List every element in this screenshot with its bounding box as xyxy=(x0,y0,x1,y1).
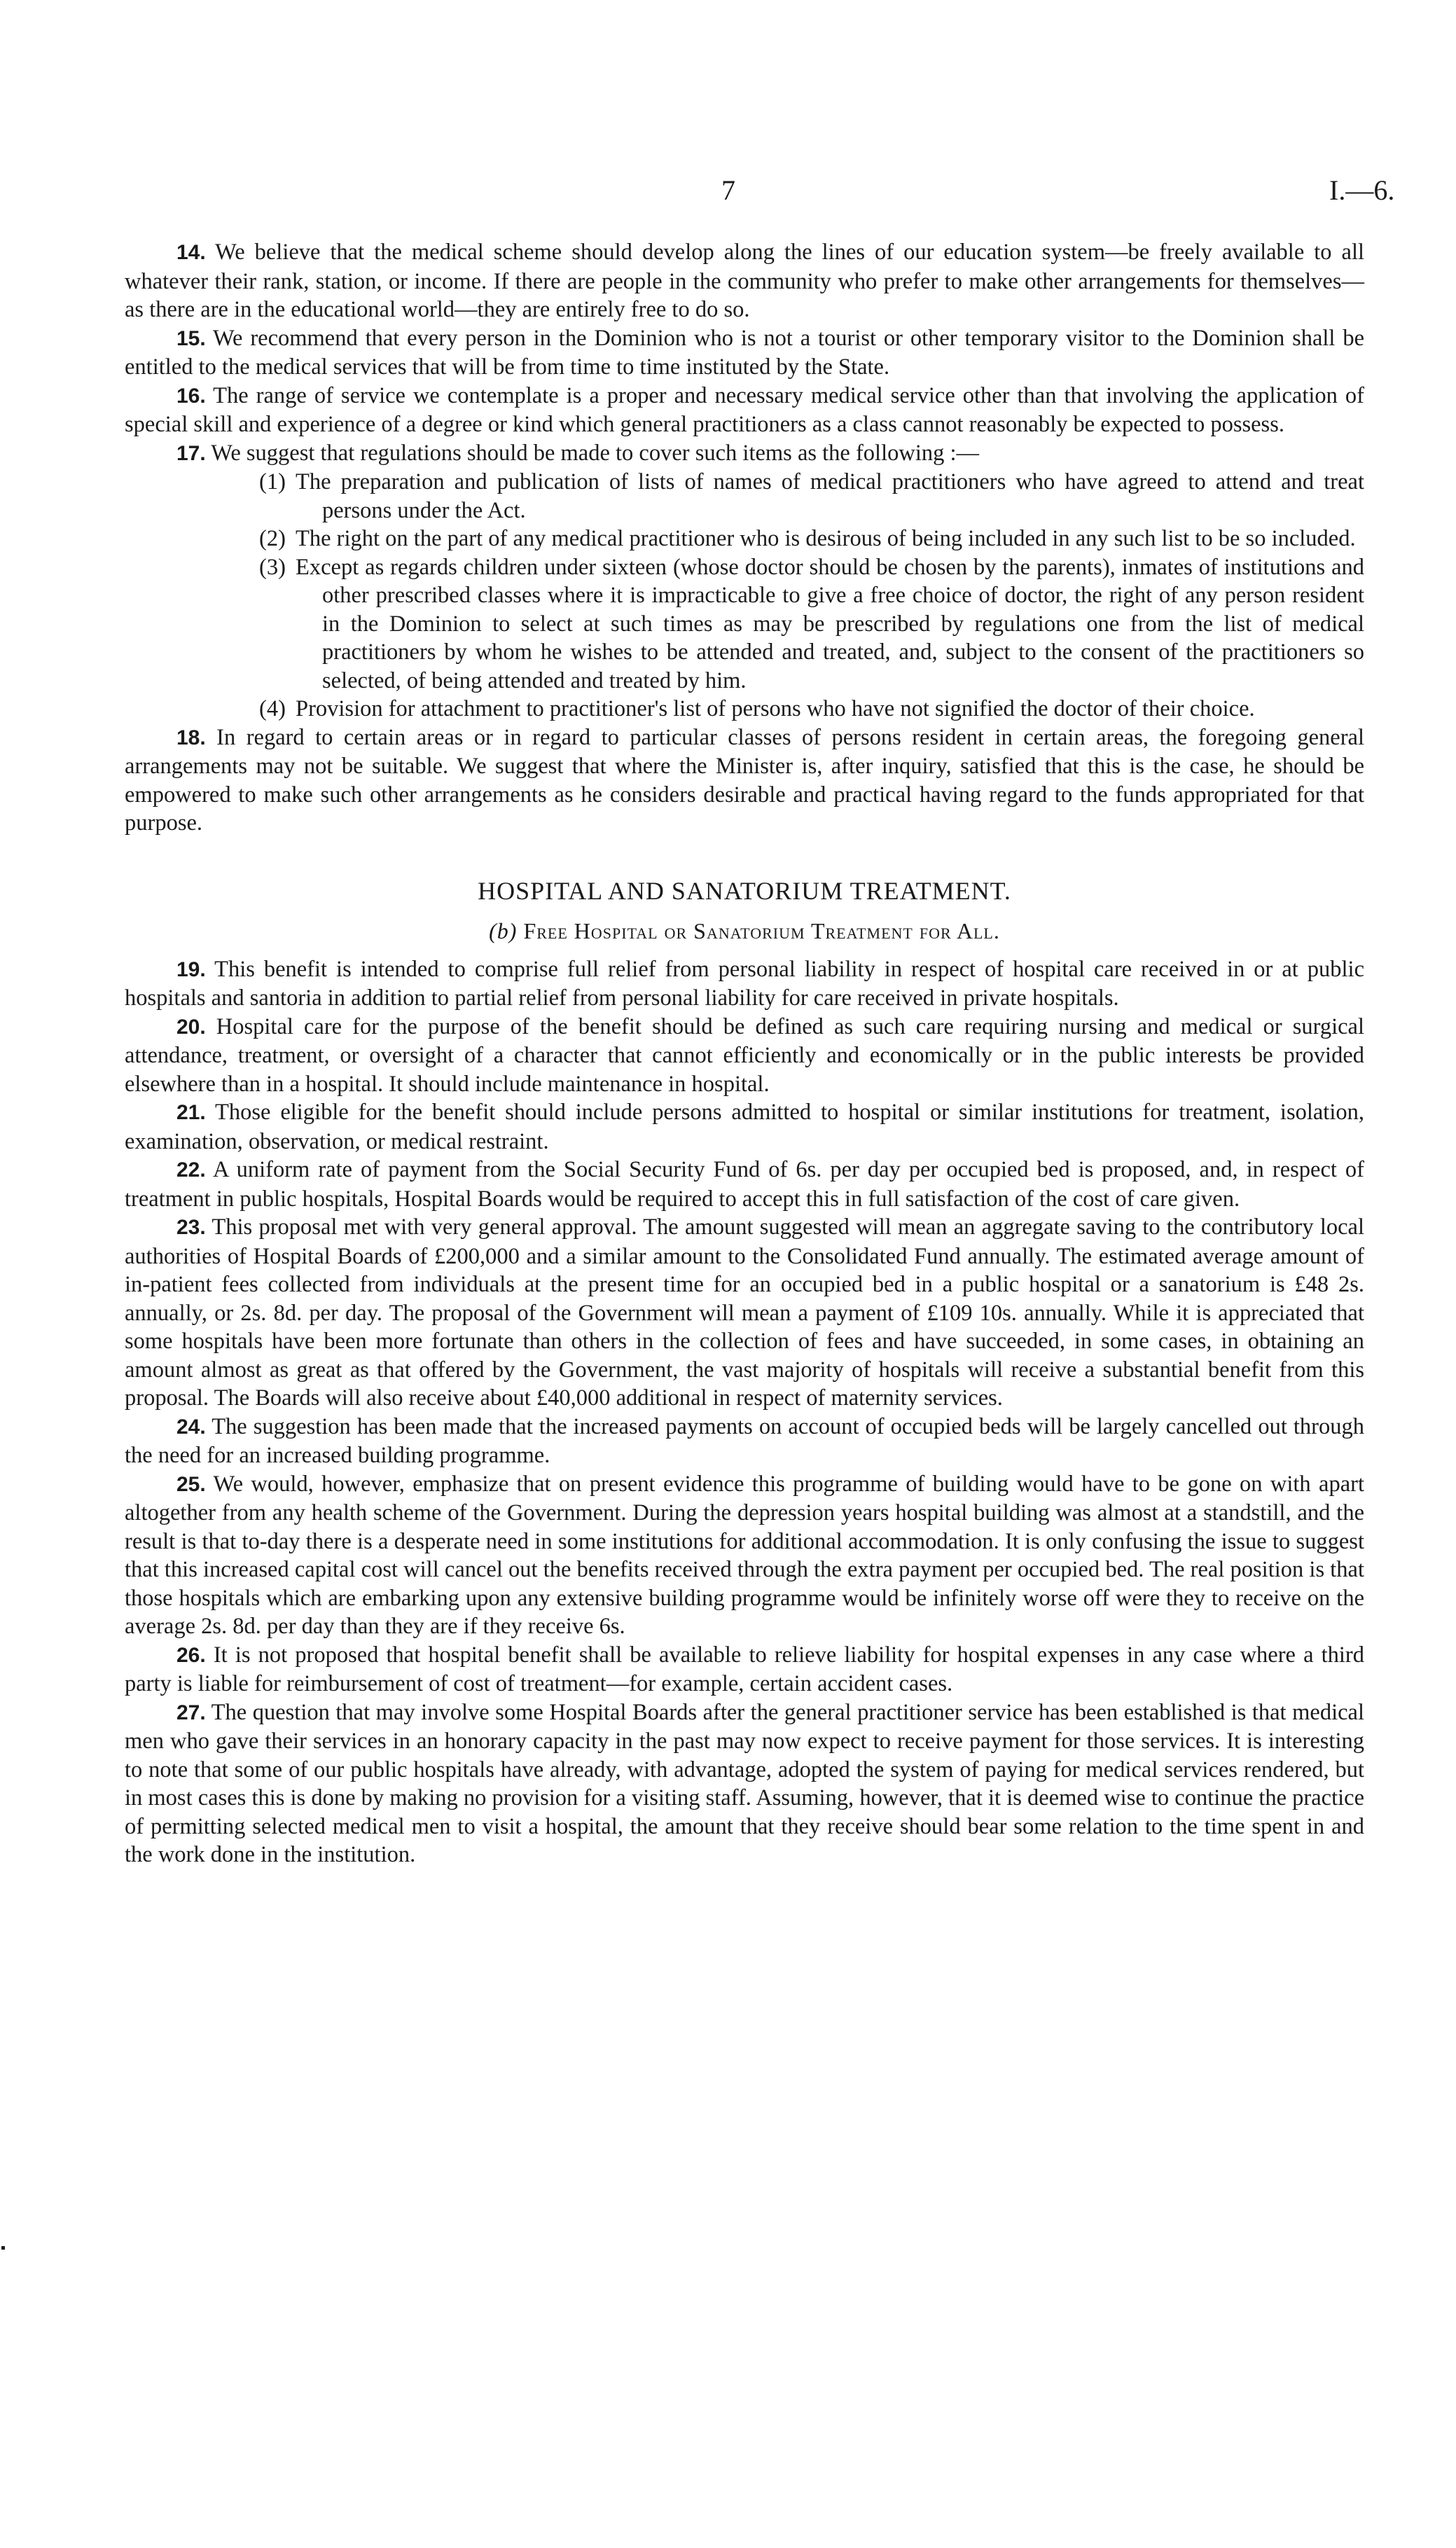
paragraph-number: 22. xyxy=(176,1158,206,1182)
paragraph-21 xyxy=(125,1098,1364,1156)
paragraph-16 xyxy=(125,382,1364,439)
paragraph-number: 23. xyxy=(176,1216,206,1239)
paragraph-number: 17. xyxy=(176,441,206,465)
list-item-text: Provision for attachment to practitioner's list of persons who have not signified the doctor of their choice. xyxy=(296,696,1255,721)
paragraph-22 xyxy=(125,1156,1364,1213)
document-reference: I.—6. xyxy=(1329,174,1395,206)
sub-heading-text: Free Hospital or Sanatorium Treatment for All. xyxy=(523,918,1000,943)
paragraph-number: 25. xyxy=(176,1472,206,1496)
paragraph-text: We would, however, emphasize that on present evidence this programme of building would have to be gone on with apart altogether from any health scheme of the Government. During the depression years hospital building was almost at a standstill, and the result is that to-day there is a desperate need in some institutions for additional accommodation. It is only confusing the issue to suggest that this increased capital cost will cancel out the benefits received through the extra payment per occupied bed. The real position is that those hospitals which are embarking upon any extensive building programme would be infinitely worse off were they to receive on the average 2s. 8d. per day than they are if they receive 6s. xyxy=(125,1471,1364,1639)
paragraph-number: 19. xyxy=(176,957,206,981)
list-item-marker: (3) xyxy=(259,554,286,580)
page-body xyxy=(125,238,1364,1869)
paragraph-18 xyxy=(125,723,1364,838)
paragraph-text: We recommend that every person in the Dominion who is not a tourist or other temporary visitor to the Dominion shall be entitled to the medical services that will be from time to time instituted by the State. xyxy=(125,325,1364,380)
page-number: 7 xyxy=(721,174,735,206)
paragraph-number: 18. xyxy=(176,726,206,749)
paragraph-20 xyxy=(125,1013,1364,1099)
paragraph-text: In regard to certain areas or in regard to particular classes of persons resident in certain areas, the foregoing general arrangements may not be suitable. We suggest that where the Minister is, after inquiry, satisfied that this is the case, he should be empowered to make such other arrangements as he considers desirable and practical having regard to the funds appropriated for that purpose. xyxy=(125,724,1365,836)
paragraph-number: 15. xyxy=(176,326,206,350)
list-item xyxy=(125,553,1364,695)
paragraph-number: 14. xyxy=(176,241,206,264)
margin-mark xyxy=(1,2246,5,2250)
list-item xyxy=(125,525,1364,553)
paragraph-number: 27. xyxy=(176,1701,206,1724)
paragraph-19 xyxy=(125,955,1364,1013)
page-header xyxy=(0,174,1456,216)
sub-heading-label: (b) xyxy=(489,918,518,943)
list-item-marker: (2) xyxy=(259,526,286,551)
paragraph-text: It is not proposed that hospital benefit shall be available to relieve liability for hospital expenses in any case where a third party is liable for reimbursement of cost of treatment—for example, certain accident cases. xyxy=(125,1642,1365,1696)
paragraph-26 xyxy=(125,1641,1364,1698)
paragraph-text: The range of service we contemplate is a proper and necessary medical service other than that involving the application of special skill and experience of a degree or kind which general practitioners as a class cannot reasonably be expected to possess. xyxy=(125,382,1364,437)
list-item-marker: (4) xyxy=(259,696,286,721)
paragraph-number: 26. xyxy=(176,1643,206,1667)
paragraph-number: 24. xyxy=(176,1415,206,1439)
paragraph-15 xyxy=(125,324,1364,382)
paragraph-24 xyxy=(125,1413,1364,1470)
paragraph-number: 16. xyxy=(176,384,206,408)
list-item-text: Except as regards children under sixteen (whose doctor should be chosen by the parents), inmates of institutions and other prescribed classes where it is impracticable to give a free choice of doctor, the right of any person resident in the Dominion to select at such times as may be prescribed by regulations one from the list of medical practitioners by whom he wishes to be attended and treated, and, subject to the consent of the practitioners so selected, of being attended and treated by him. xyxy=(296,554,1364,693)
section-heading: HOSPITAL AND SANATORIUM TREATMENT. xyxy=(478,876,1011,905)
list-item xyxy=(125,468,1364,525)
sub-heading xyxy=(125,916,1364,946)
paragraph-text: The question that may involve some Hospital Boards after the general practitioner service has been established is that medical men who gave their services in an honorary capacity in the past may now expect to receive payment for those services. It is interesting to note that some of our public hospitals have already, with advantage, adopted the system of paying for medical services rendered, but in most cases this is done by making no provision for a visiting staff. Assuming, however, that it is deemed wise to continue the practice of permitting selected medical men to visit a hospital, the amount that they receive should bear some relation to the time spent in and the work done in the institution. xyxy=(125,1699,1364,1867)
paragraph-text: Those eligible for the benefit should include persons admitted to hospital or similar institutions for treatment, isolation, examination, observation, or medical restraint. xyxy=(125,1100,1364,1154)
list-item-marker: (1) xyxy=(259,469,286,494)
paragraph-text: We suggest that regulations should be made to cover such items as the following :— xyxy=(211,440,980,466)
paragraph-17 xyxy=(125,439,1364,469)
paragraph-14 xyxy=(125,238,1364,324)
paragraph-text: The suggestion has been made that the increased payments on account of occupied beds will be largely cancelled out through the need for an increased building programme. xyxy=(125,1413,1364,1468)
paragraph-number: 21. xyxy=(176,1101,206,1124)
paragraph-text: Hospital care for the purpose of the benefit should be defined as such care requiring nursing and medical or surgical attendance, treatment, or oversight of a character that cannot efficiently and economically or in the public interests be provided elsewhere than in a hospital. It should include maintenance in hospital. xyxy=(125,1013,1364,1097)
paragraph-27 xyxy=(125,1698,1364,1869)
list-item-text: The right on the part of any medical practitioner who is desirous of being included in any such list to be so included. xyxy=(296,526,1356,551)
list-item-text: The preparation and publication of lists of names of medical practitioners who have agreed to attend and treat persons under the Act. xyxy=(296,469,1364,523)
paragraph-text: This proposal met with very general approval. The amount suggested will mean an aggregate saving to the contributory local authorities of Hospital Boards of £200,000 and a similar amount to the Consolidated Fund annually. The estimated average amount of in-patient fees collected from individuals at the present time for an occupied bed in a public hospital or a sanatorium is £48 2s. annually, or 2s. 8d. per day. The proposal of the Government will mean a payment of £109 10s. annually. While it is appreciated that some hospitals have been more fortunate than others in the collection of fees and have succeeded, in some cases, in obtaining an amount almost as great as that offered by the Government, the vast majority of hospitals will receive a substantial benefit from this proposal. The Boards will also receive about £40,000 additional in respect of maternity services. xyxy=(125,1214,1365,1411)
paragraph-text: We believe that the medical scheme should develop along the lines of our education system—be freely available to all whatever their rank, station, or income. If there are people in the community who prefer to make other arrangements for themselves—as there are in the educational world—they are entirely free to do so. xyxy=(125,240,1364,322)
paragraph-text: This benefit is intended to comprise full relief from personal liability in respect of hospital care received in or at public hospitals and santoria in addition to partial relief from personal liability for care received in private hospitals. xyxy=(125,956,1364,1011)
list-item xyxy=(125,695,1364,723)
paragraph-25 xyxy=(125,1470,1364,1641)
paragraph-number: 20. xyxy=(176,1015,206,1039)
paragraph-23 xyxy=(125,1213,1364,1413)
paragraph-text: A uniform rate of payment from the Social Security Fund of 6s. per day per occupied bed is proposed, and, in respect of treatment in public hospitals, Hospital Boards would be required to accept this in full satisfaction of the cost of care given. xyxy=(125,1157,1364,1212)
regulation-items-list xyxy=(125,468,1364,723)
